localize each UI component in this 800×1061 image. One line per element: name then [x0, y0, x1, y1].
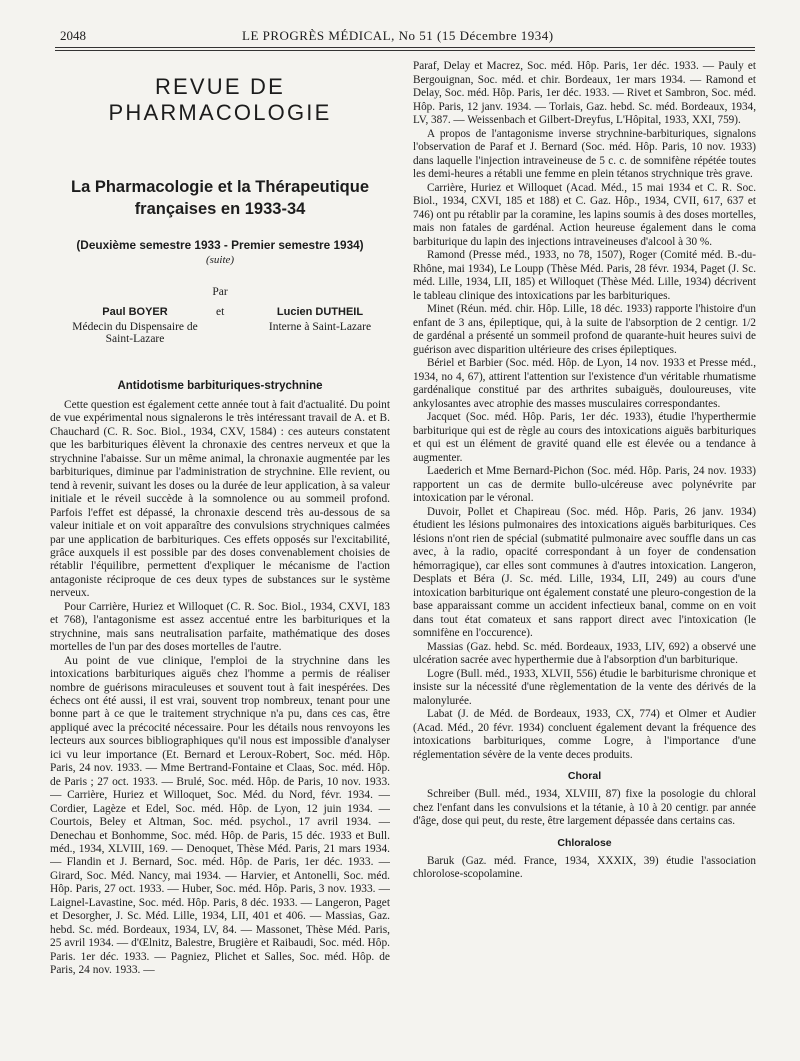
chloralose-heading: Chloralose [557, 836, 612, 849]
chloralose-paragraph: Baruk (Gaz. méd. France, 1934, XXXIX, 39) étudie l'association chlorolose-scopolamine. [413, 854, 756, 880]
body-paragraph: Ramond (Presse méd., 1933, no 78, 1507), Roger (Comité méd. B.-du-Rhône, mai 1934), Le Loupp (Thèse Méd. Paris, 28 févr. 1934, Paget (J. Sc. méd. Lille, 1934, LII, 185) et Willoquet (Thèse Méd. Lille, 1934) décrivent le tableau clinique des intoxications par les barbituriques. [413, 249, 756, 302]
body-paragraph: Laederich et Mme Bernard-Pichon (Soc. méd. Hôp. Paris, 24 nov. 1933) rapportent un cas de dermite bullo-ulcéreuse avec polynévrite par intoxication par le véronal. [413, 465, 756, 504]
body-paragraph: Minet (Réun. méd. chir. Hôp. Lille, 18 déc. 1933) rapporte l'histoire d'un enfant de 3 ans, épileptique, qui, à la suite de l'absorption de 2 centigr. 1/2 de gardénal a présenté un sommeil profond de quarante-huit heures suivi de guérison avec disparition ultérieure des crises épileptiques. [413, 303, 756, 356]
left-column [50, 60, 390, 1050]
page-number: 2048 [60, 28, 86, 43]
author-1 [60, 306, 210, 345]
body-paragraph: Carrière, Huriez et Willoquet (Acad. Méd., 15 mai 1934 et C. R. Soc. Biol., 1934, CXVI, 185 et 188) et C. Gaz. Hôp., 1934, CVII, 617, 637 et 746) ont pu rétablir par la coramine, les lapins soumis à des doses mortelles, mais non fatales de gardénal. Action heureuse également dans le coma barbiturique du lapin des injections intraveineuses d'alcool à 30 %. [413, 181, 756, 248]
chloral-heading: Choral [567, 770, 602, 782]
body-paragraph: Labat (J. de Méd. de Bordeaux, 1933, CX, 774) et Olmer et Audier (Acad. Méd., 20 févr. 1934) concluent également devant la fréquence des intoxications barbituriques, comme Logre, à l'importance d'une réglementation sévère de la vente deces produits. [413, 708, 756, 761]
header-rule-double [55, 50, 755, 51]
authors-conjunction: et [216, 306, 225, 318]
body-paragraph: Logre (Bull. méd., 1933, XLVII, 556) étudie le barbiturisme chronique et insiste sur la nécessité d'une règlementation de la vente des dérivés de la malonylurée. [413, 667, 756, 707]
right-column [413, 60, 756, 1050]
body-paragraph: Jacquet (Soc. méd. Hôp. Paris, 1er déc. 1933), étudie l'hyperthermie barbiturique qui est de règle au cours des intoxications aiguës barbituriques et qui est un élément de gravité quand elle est élevée ou a tendance à augmenter. [413, 411, 756, 464]
chloral-paragraph: Schreiber (Bull. méd., 1934, XLVIII, 87) fixe la posologie du chloral chez l'enfant dans les convulsions et la tétanie, à 10 à 20 centigr. par année d'âge, dose qui peut, du reste, être largement dépassée dans certains cas. [413, 788, 756, 827]
author-1-name: Paul BOYER [102, 306, 168, 318]
page-header [60, 28, 755, 46]
body-paragraph: Cette question est également cette année tout à fait d'actualité. Du point de vue expérimental nous signalerons le très intéressant travail de A. et B. Chauchard (C. R. Soc. Biol., 1934, CXV, 1584) : ces auteurs constatent que les barbituriques élèvent la chronaxie des centres nerveux et que la strychnine l'abaisse. Sur un même animal, la chronaxie augmentée par les barbituriques, diminue par l'administration de strychnine. Elle revient, ou tend à revenir, suivant les doses ou la durée de leur application, à sa valeur initiale et le réveil succède à la somnolence ou au sommeil profond. Parfois l'effet est dépassé, la chronaxie descend très au-dessous de sa valeur initiale et on voit apparaître des convulsions strychniques calmées par une application de barbituriques. Ces effets opposés sur l'excitabilité, grâce auxquels il est possible par des doses convenablement choisies de rétablir l'équilibre, permettent d'expliquer le mécanisme de l'action antagoniste réciproque de ces deux types de substances sur le système nerveux. [50, 399, 390, 600]
body-paragraph: Pour Carrière, Huriez et Willoquet (C. R. Soc. Biol., 1934, CXVI, 183 et 768), l'antagonisme est assez accentué entre les barbituriques et la strychnine, mais sans neutralisation parfaite, mathématique des doses mortelles de l'un par des doses mortelles de l'autre. [50, 600, 390, 654]
body-paragraph: Massias (Gaz. hebd. Sc. méd. Bordeaux, 1933, LIV, 692) a observé une ulcération sacrée avec hyperthermie due à l'absorption d'un barbiturique. [413, 640, 756, 666]
article-subtitle: (Deuxième semestre 1933 - Premier semestre 1934) [76, 238, 364, 252]
section-subheading: Antidotisme barbituriques-strychnine [117, 380, 323, 392]
author-2-role: Interne à Saint-Lazare [268, 321, 372, 333]
body-paragraph: Au point de vue clinique, l'emploi de la strychnine dans les intoxications barbituriques aiguës chez l'homme a permis de réaliser nombre de guérisons miraculeuses et souvent tout à fait inespérées. Des échecs ont été aussi, il est vrai, souvent trop nombreux, tenant pour une bonne part à ce que le traitement strychnique n'a pu, dans ces cas, être appliqué avec la précocité nécessaire. Pour les détails nous renvoyons les lecteurs aux sources bibliographiques qu'il nous est impossible d'analyser ici vu leur importance (Et. Bernard et Leroux-Robert, Soc. méd. Hôp. Paris, 24 nov. 1933. — Mme Bertrand-Fontaine et Claas, Soc. méd. Hôp. de Paris ; 27 oct. 1933. — Brulé, Soc. méd. Hôp. de Paris, 10 nov. 1933. — Carrière, Huriez et Willoquet, Soc. Méd. du Nord, févr. 1934. — Cordier, Lagèze et Edel, Soc. méd. Hôp. de Lyon, 12 juin 1934. — Courtois, Beley et Altman, Soc. méd. psychol., 17 avril 1934. — Denechau et Bonhomme, Soc. méd. Hôp. de Paris, 15 déc. 1933 et Bull. méd., 1934, XLVIII, 169. — Denoquet, Thèse Méd. Paris, 21 mars 1934. — Flandin et J. Bernard, Soc. méd. Hôp. de Paris, 1er déc. 1933. — Girard, Soc. Méd. Nancy, mai 1934. — Harvier, et Antonelli, Soc. méd. Hôp. Paris, 27 oct. 1933. — Huber, Soc. méd. Hôp. Paris, 3 nov. 1933. — Laignel-Lavastine, Soc. méd. Hôp. Paris, 8 déc. 1933. — Langeron, Paget et Desorgher, J. Sc. Méd. Lille, 1934, LII, 401 et 406. — Massias, Gaz. hebd. Sc. méd. Bordeaux, 1934, LV, 84. — Massonet, Thèse Méd. Paris, 25 avril 1934. — d'Œlnitz, Balestre, Brugière et Raibaudi, Soc. méd. Hôp. Paris. 1er déc. 1933. — Pagniez, Plichet et Salles, Soc. méd. Hôp. de Paris, 24 nov. 1933. — [50, 654, 390, 977]
byline-par: Par [212, 286, 228, 298]
section-title: REVUE DE PHARMACOLOGIE [108, 74, 332, 125]
body-paragraph: Duvoir, Pollet et Chapireau (Soc. méd. Hôp. Paris, 26 janv. 1934) étudient les lésions pulmonaires des intoxications aiguës barbituriques. Ces lésions n'ont rien de spécial (submatité pulmonaire avec souffle dans un cas avec, à la radio, opacité correspondant à un foyer de condensation hémorragique), car elles sont communes à d'autres intoxication. Langeron, Desplats et Béra (J. Sc. méd. Lille, 1934, LII, 249) au cours d'une intoxication barbiturique ont également constaté une pleuro-congestion de la base apparaissant comme un accident infectieux banal, comme on en voit dans tout état comateux et sans rapport direct avec l'intoxication (le somnifène en l'occurence). [413, 505, 756, 639]
author-2-name: Lucien DUTHEIL [276, 306, 364, 318]
body-paragraph: A propos de l'antagonisme inverse strychnine-barbituriques, signalons l'observation de Paraf et J. Bernard (Soc. méd. Hôp. Paris, 10 nov. 1933) dans laquelle l'injection intraveineuse de 5 c. c. de somnifène répétée toutes les demi-heures a rétabli une femme en plein tétanos strychnique très grave. [413, 127, 756, 180]
authors-block [50, 306, 390, 346]
suite-note: (suite) [205, 254, 235, 266]
running-title: LE PROGRÈS MÉDICAL, No 51 (15 Décembre 1934) [242, 28, 554, 43]
header-rule [55, 47, 755, 48]
author-2 [250, 306, 390, 333]
body-paragraph: Paraf, Delay et Macrez, Soc. méd. Hôp. Paris, 1er déc. 1933. — Pauly et Bergouignan, Soc. méd. et chir. Bordeaux, 1er mars 1934. — Ramond et Delay, Soc. méd. Hôp. Paris, 1er déc. 1933. — Rivet et Sambron, Soc. méd. Hôp. Paris, 12 janv. 1934. — Torlais, Gaz. hebd. Sc. méd. Bordeaux, 1934, LV, 387. — Weissenbach et Gilbert-Dreyfus, L'Hôpital, 1933, XXI, 759). [413, 60, 756, 126]
article-title: La Pharmacologie et la Thérapeutique françaises en 1933-34 [71, 178, 369, 218]
author-1-role: Médecin du Dispensaire de Saint-Lazare [72, 321, 198, 345]
body-paragraph: Bériel et Barbier (Soc. méd. Hôp. de Lyon, 14 nov. 1933 et Presse méd., 1934, no 4, 67), attirent l'attention sur l'existence d'un véritable rhumatisme gardénalique constitué par des arthrites subaiguës, douloureuses, vite ankylosantes avec atrophie des masses musculaires correspondantes. [413, 357, 756, 410]
